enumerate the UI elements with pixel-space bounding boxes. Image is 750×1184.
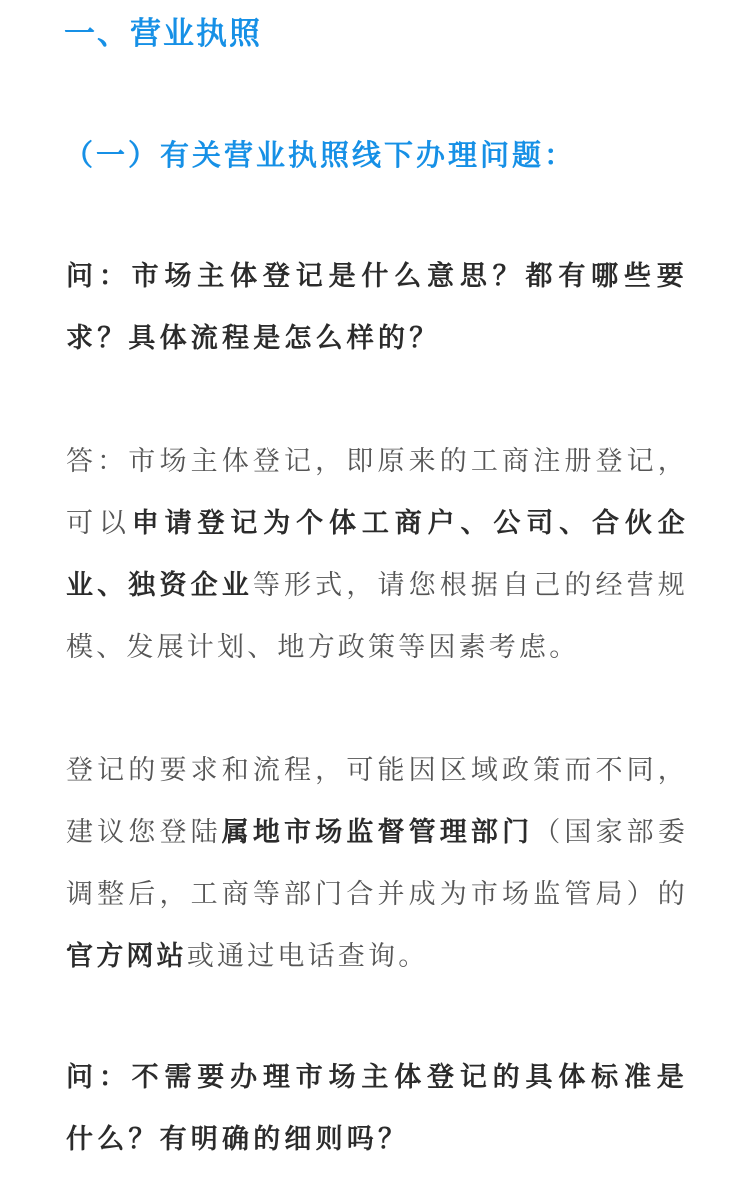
answer-1-prefix: 答：市场主体登记，即原来的工商注册登记，可以 (66, 446, 688, 539)
answer-1-emphasis: 申请登记为个体工商户、公司、合伙企业、独资企业 (66, 508, 688, 601)
answer-2-emphasis-website: 官方网站 (66, 941, 187, 972)
section-subtitle: （一）有关营业执照线下办理问题： (64, 138, 577, 172)
question-1: 问：市场主体登记是什么意思？都有哪些要求？具体流程是怎么样的？ (66, 261, 688, 354)
answer-1-suffix: 等形式，请您根据自己的经营规模、发展计划、地方政策等因素考虑。 (66, 570, 688, 663)
question-2: 问：不需要办理市场主体登记的具体标准是什么？有明确的细则吗？ (66, 1062, 688, 1155)
answer-2 (66, 740, 688, 988)
answer-2-suffix: 或通过电话查询。 (186, 941, 429, 972)
section-title: 一、营业执照 (64, 16, 262, 52)
answer-2-emphasis-authority: 属地市场监督管理部门 (221, 817, 534, 848)
answer-2-middle: （国家部委调整后，工商等部门合并成为市场监管局）的 (66, 817, 689, 910)
answer-1 (66, 431, 688, 679)
answer-2-prefix: 登记的要求和流程，可能因区域政策而不同，建议您登陆 (66, 755, 688, 848)
